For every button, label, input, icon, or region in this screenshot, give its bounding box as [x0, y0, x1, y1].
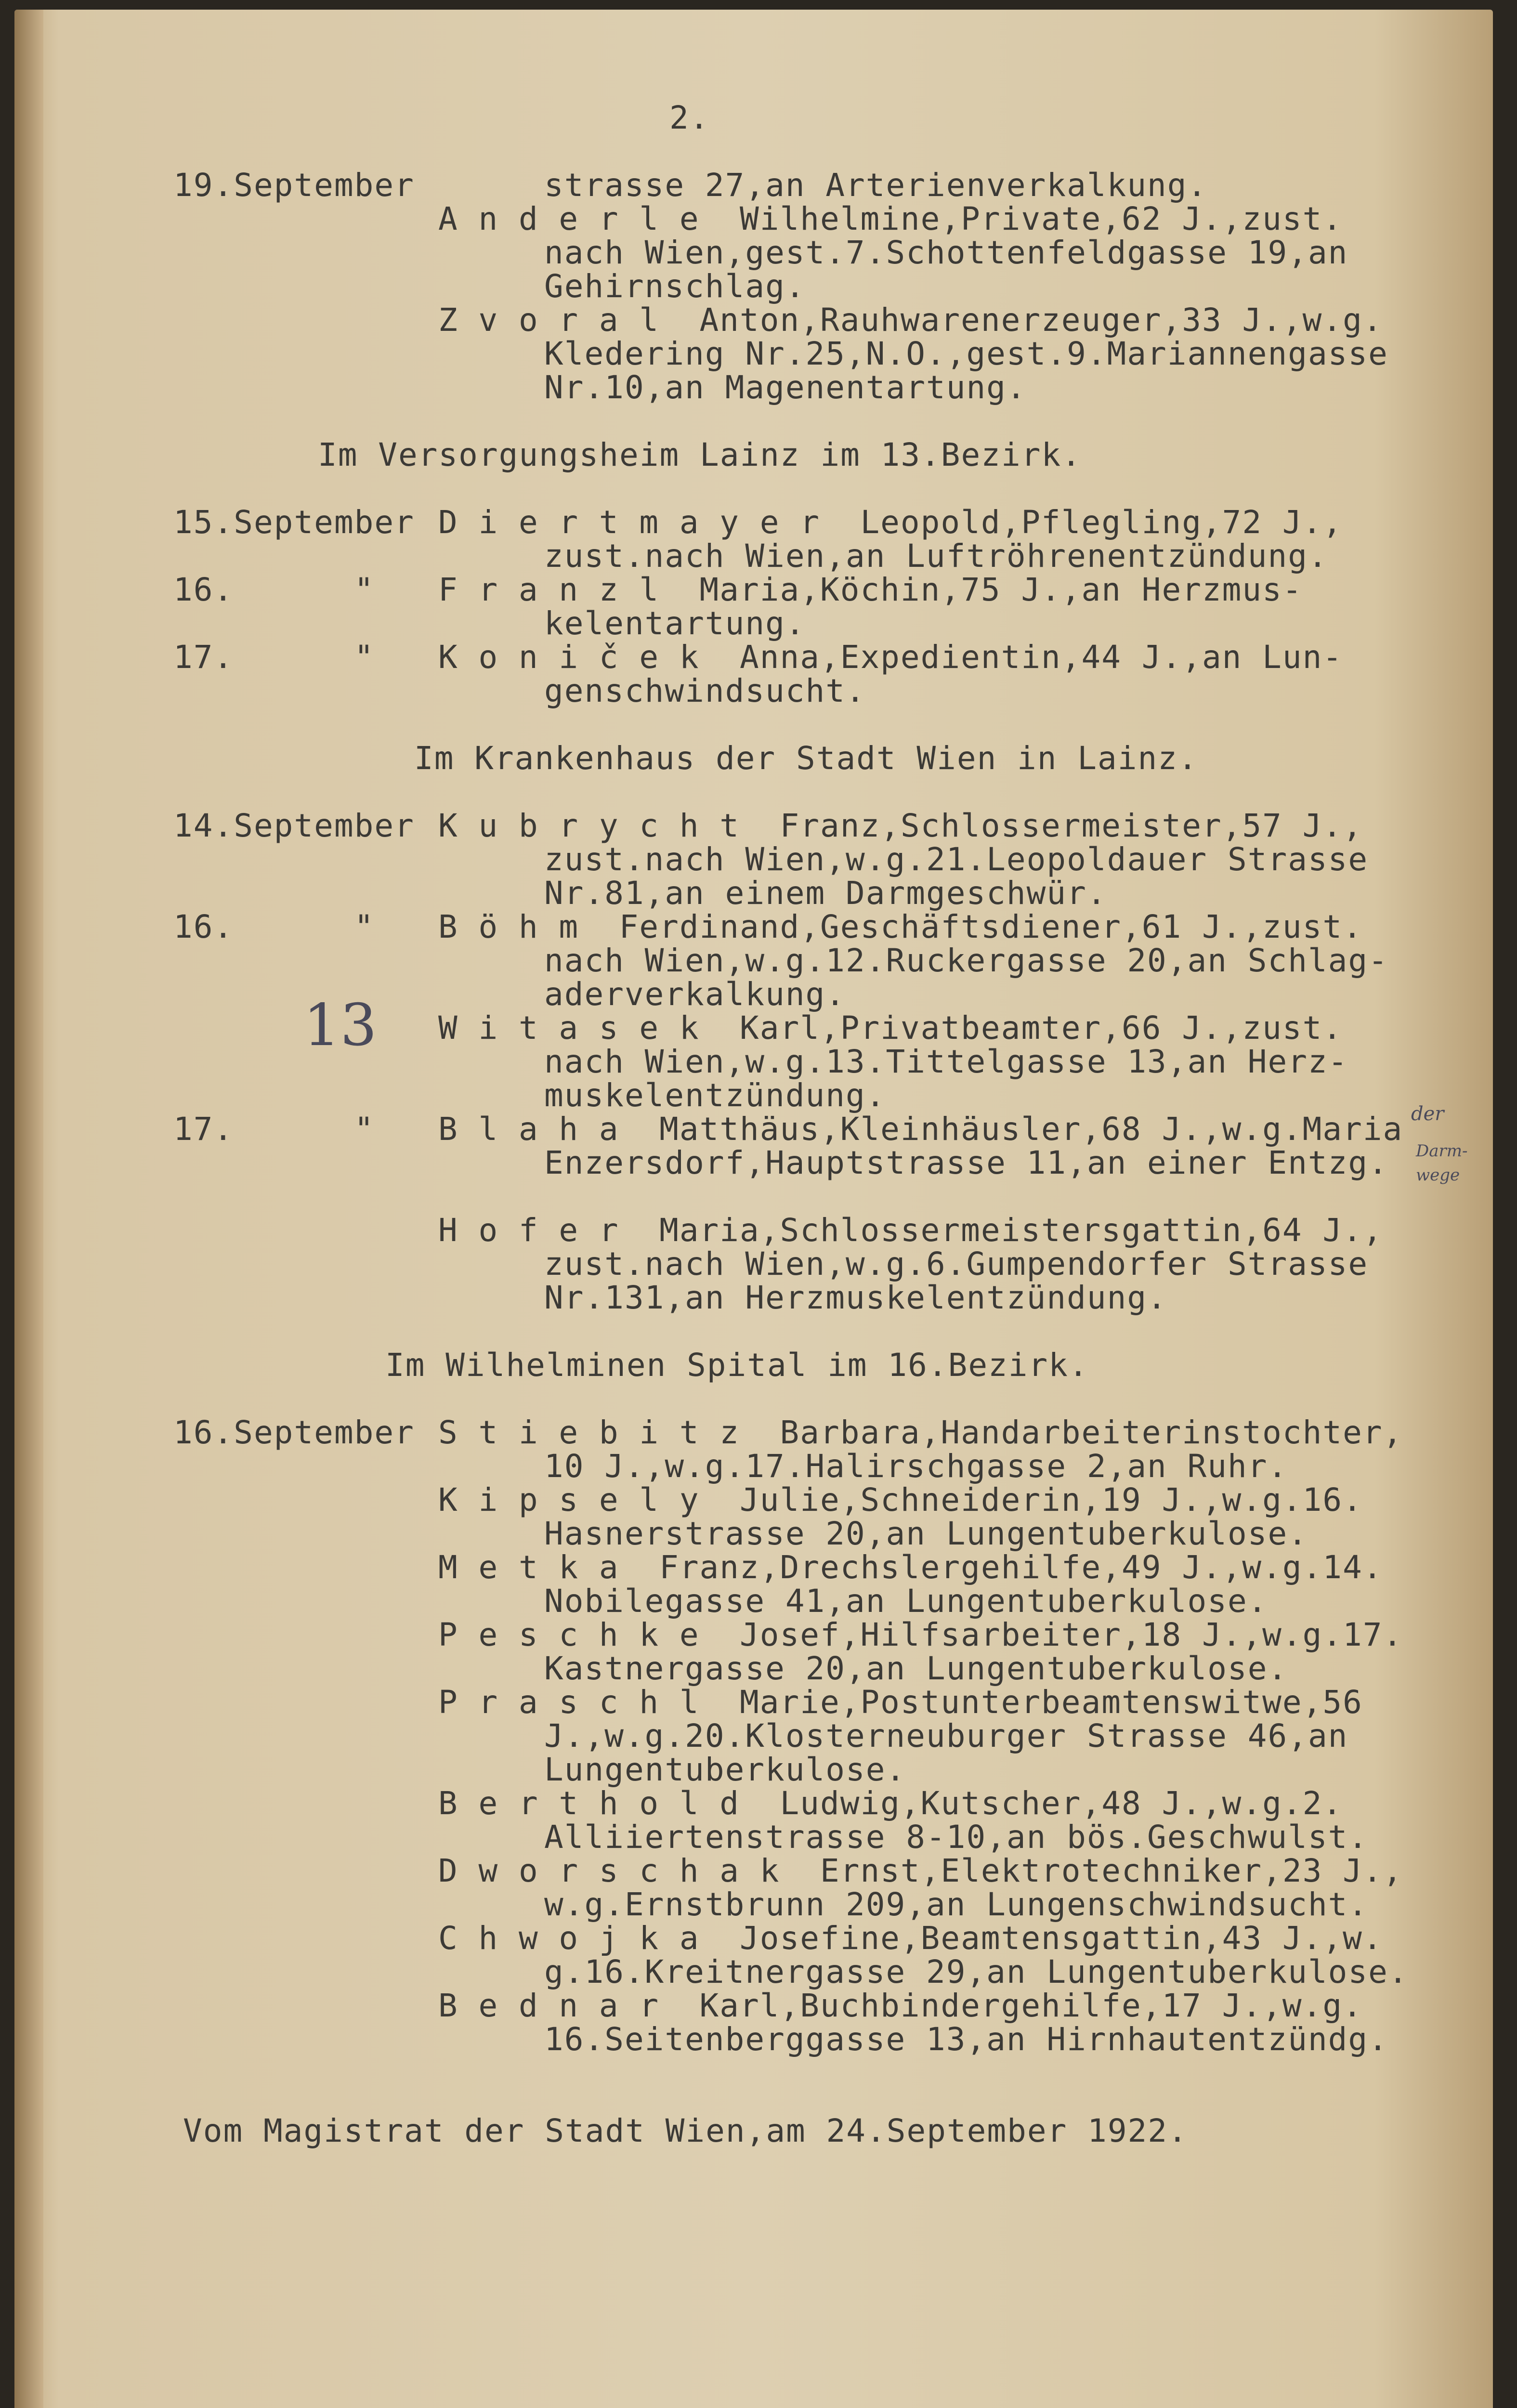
- entry-line: S t i e b i t z Barbara,Handarbeiterinstochter,: [438, 1414, 1403, 1451]
- entry-line: M e t k a Franz,Drechslergehilfe,49 J.,w.g.14.: [438, 1549, 1383, 1586]
- entry-line: g.16.Kreitnergasse 29,an Lungentuberkulose.: [544, 1953, 1409, 1990]
- entry-date: 17. ": [173, 1111, 375, 1148]
- entry-line: D i e r t m a y e r Leopold,Pflegling,72 J.,: [438, 504, 1343, 541]
- entry-line: Nr.81,an einem Darmgeschwür.: [544, 875, 1107, 912]
- entry-line: Alliiertenstrasse 8-10,an bös.Geschwulst.: [544, 1819, 1369, 1856]
- entry-line: muskelentzündung.: [544, 1077, 886, 1114]
- handwritten-margin-number: 13: [303, 992, 377, 1059]
- entry-line: strasse 27,an Arterienverkalkung.: [544, 167, 1208, 204]
- entry-line: Nr.10,an Magenentartung.: [544, 369, 1027, 406]
- entry-date: 16. ": [173, 908, 375, 945]
- entry-line: F r a n z l Maria,Köchin,75 J.,an Herzmus-: [438, 571, 1303, 608]
- entry-line: W i t a s e k Karl,Privatbeamter,66 J.,zust.: [438, 1009, 1343, 1047]
- entry-line: 10 J.,w.g.17.Halirschgasse 2,an Ruhr.: [544, 1448, 1288, 1485]
- entry-line: J.,w.g.20.Klosterneuburger Strasse 46,an: [544, 1717, 1348, 1754]
- entry-line: B e d n a r Karl,Buchbindergehilfe,17 J.,w.g.: [438, 1987, 1363, 2024]
- page-number: 2.: [669, 99, 710, 136]
- entry-date: 17. ": [173, 639, 375, 676]
- entry-line: C h w o j k a Josefine,Beamtensgattin,43 J.,w.: [438, 1920, 1383, 1957]
- entry-line: zust.nach Wien,w.g.6.Gumpendorfer Strasse: [544, 1245, 1369, 1283]
- entry-line: K u b r y c h t Franz,Schlossermeister,57 J.,: [438, 807, 1363, 844]
- entry-line: Hasnerstrasse 20,an Lungentuberkulose.: [544, 1515, 1308, 1552]
- entry-line: 16.Seitenberggasse 13,an Hirnhautentzündg.: [544, 2021, 1388, 2058]
- entry-line: aderverkalkung.: [544, 976, 846, 1013]
- entry-date: 14.September: [173, 807, 415, 844]
- entry-line: Lungentuberkulose.: [544, 1751, 906, 1788]
- entry-line: Kastnergasse 20,an Lungentuberkulose.: [544, 1650, 1288, 1687]
- entry-date: 15.September: [173, 504, 415, 541]
- handwritten-note: wege: [1416, 1165, 1460, 1185]
- entry-line: Gehirnschlag.: [544, 268, 806, 305]
- entry-date: 16. ": [173, 571, 375, 608]
- entry-line: A n d e r l e Wilhelmine,Private,62 J.,zust.: [438, 200, 1343, 237]
- entry-date: 16.September: [173, 1414, 415, 1451]
- handwritten-note: Darm-: [1416, 1141, 1468, 1161]
- section-heading: Im Krankenhaus der Stadt Wien in Lainz.: [414, 740, 1198, 777]
- entry-line: Nr.131,an Herzmuskelentzündung.: [544, 1279, 1167, 1316]
- entry-line: P e s c h k e Josef,Hilfsarbeiter,18 J.,w.g.17.: [438, 1616, 1403, 1653]
- entry-line: B l a h a Matthäus,Kleinhäusler,68 J.,w.g.Maria: [438, 1111, 1403, 1148]
- entry-line: K i p s e l y Julie,Schneiderin,19 J.,w.g.16.: [438, 1481, 1363, 1518]
- entry-line: zust.nach Wien,w.g.21.Leopoldauer Strasse: [544, 841, 1369, 878]
- handwritten-note: der: [1411, 1103, 1444, 1125]
- entry-line: nach Wien,w.g.13.Tittelgasse 13,an Herz-: [544, 1043, 1348, 1080]
- entry-date: 19.September: [173, 167, 415, 204]
- entry-line: Kledering Nr.25,N.O.,gest.9.Mariannengasse: [544, 335, 1388, 372]
- page-spine: [14, 10, 43, 2408]
- entry-line: B e r t h o l d Ludwig,Kutscher,48 J.,w.g.2.: [438, 1785, 1343, 1822]
- entry-line: K o n i č e k Anna,Expedientin,44 J.,an Lun-: [438, 639, 1343, 676]
- entry-line: nach Wien,gest.7.Schottenfeldgasse 19,an: [544, 234, 1348, 271]
- entry-line: zust.nach Wien,an Luftröhrenentzündung.: [544, 537, 1328, 575]
- entry-line: Enzersdorf,Hauptstrasse 11,an einer Entzg.: [544, 1144, 1388, 1181]
- entry-line: H o f e r Maria,Schlossermeistersgattin,64 J.,: [438, 1212, 1383, 1249]
- document-page: [14, 10, 1493, 2408]
- entry-line: kelentartung.: [544, 605, 806, 642]
- section-heading: Im Wilhelminen Spital im 16.Bezirk.: [385, 1347, 1089, 1384]
- entry-line: Nobilegasse 41,an Lungentuberkulose.: [544, 1583, 1268, 1620]
- entry-line: w.g.Ernstbrunn 209,an Lungenschwindsucht.: [544, 1886, 1369, 1923]
- entry-line: genschwindsucht.: [544, 672, 866, 709]
- entry-line: Z v o r a l Anton,Rauhwarenerzeuger,33 J.,w.g.: [438, 301, 1383, 339]
- entry-line: P r a s c h l Marie,Postunterbeamtenswitwe,56: [438, 1684, 1363, 1721]
- entry-line: D w o r s c h a k Ernst,Elektrotechniker,23 J.,: [438, 1852, 1403, 1889]
- footer-signature-line: Vom Magistrat der Stadt Wien,am 24.September 1922.: [183, 2112, 1188, 2149]
- entry-line: nach Wien,w.g.12.Ruckergasse 20,an Schlag-: [544, 942, 1388, 979]
- section-heading: Im Versorgungsheim Lainz im 13.Bezirk.: [318, 436, 1082, 473]
- entry-line: B ö h m Ferdinand,Geschäftsdiener,61 J.,zust.: [438, 908, 1363, 945]
